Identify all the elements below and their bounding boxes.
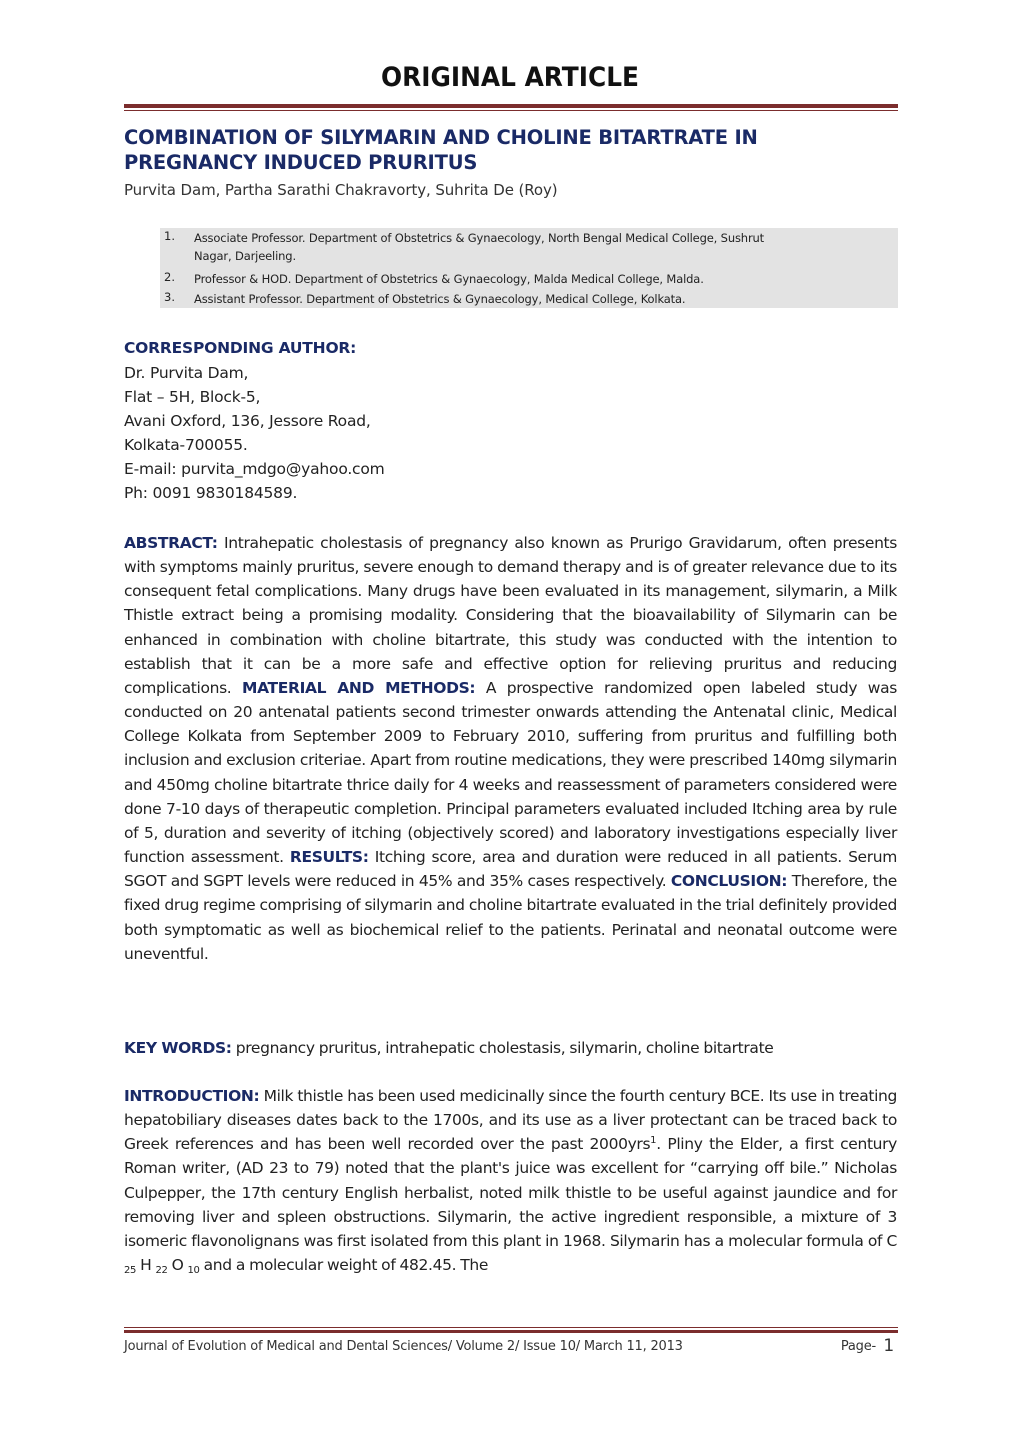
affiliation-number: 2. [164,270,175,284]
conclusion-label: CONCLUSION: [670,872,788,891]
affiliation-text [194,229,884,265]
keywords-text: pregnancy pruritus, intrahepatic cholestasis, silymarin, choline bitartrate [231,1039,774,1057]
abstract-text: Therefore, the fixed drug regime comprising of silymarin and choline bitartrate evaluated in the trial definitely provided both symptomatic as well as biochemical relief to the patients. Perinatal and neonatal outcome were uneventful. [124,872,897,963]
page-footer [124,1336,898,1356]
abstract-label: ABSTRACT: [124,534,218,552]
keywords-line [124,1036,897,1060]
footer-rule [124,1330,898,1333]
affiliation-number: 1. [164,229,175,243]
subscript: 10 [187,1265,200,1277]
address-line: Kolkata-700055. [124,436,248,454]
article-title [124,125,898,175]
page-number: 1 [883,1336,894,1356]
results-label: RESULTS: [289,848,369,867]
affiliation-line: Associate Professor. Department of Obstetrics & Gynaecology, North Bengal Medical College, Sushrut [194,231,765,245]
phone: Ph: 0091 9830184589. [124,484,298,502]
affiliation-text: Assistant Professor. Department of Obstetrics & Gynaecology, Medical College, Kolkata. [194,292,686,306]
introduction-paragraph [124,1084,897,1280]
introduction-text: Milk thistle has been used medicinally since the fourth century BCE. Its use in treating hepatobiliary diseases dates back to the 1700s, and its use as a liver protectant can be traced back to Greek references and has been well recorded over the past 2000yrs [124,1087,897,1154]
header-rule-thin [124,110,898,111]
article-title-line-1: COMBINATION OF SILYMARIN AND CHOLINE BITARTRATE IN [124,126,758,149]
abstract-text: Itching score, area and duration were reduced in all patients. Serum SGOT and SGPT levels were reduced in 45% and 35% cases respectively. [124,848,897,891]
introduction-text: . Pliny the Elder, a first century Roman writer, (AD 23 to 79) noted that the plant's juice was excellent for “carrying off bile.” Nicholas Culpepper, the 17th century English herbalist, noted milk thistle to be useful against jaundice and for removing liver and spleen obstructions. Silymarin, the active ingredient responsible, a mixture of 3 isomeric flavonolignans was first isolated from this plant in 1968. Silymarin has a molecular formula of C [124,1135,898,1250]
header-rule [124,104,898,108]
affiliation-line: Nagar, Darjeeling. [194,249,296,263]
introduction-label: INTRODUCTION: [124,1087,260,1105]
email: E-mail: purvita_mdgo@yahoo.com [124,460,385,478]
abstract-paragraph [124,531,897,966]
page-label: Page- [840,1339,876,1354]
footer-rule-thin [124,1327,898,1328]
section-heading: ORIGINAL ARTICLE [380,62,640,93]
introduction-text: and a molecular weight of 482.45. The [199,1256,489,1275]
citation-ref: 1 [650,1135,657,1147]
formula-element: H [136,1256,156,1275]
methods-label: MATERIAL AND METHODS: [242,678,476,697]
abstract-text: Intrahepatic cholestasis of pregnancy also known as Prurigo Gravidarum, often presents with symptoms mainly pruritus, severe enough to demand therapy and is of greater relevance due to its consequent fetal complications. Many drugs have been evaluated in its management, silymarin, a Milk Thistle extract being a promising modality. Considering that the bioavailability of Silymarin can be enhanced in combination with choline bitartrate, this study was conducted with the intention to establish that it can be a more safe and effective option for relieving pruritus and reducing complications. [124,534,897,697]
corresponding-author-label: CORRESPONDING AUTHOR: [124,339,357,357]
subscript: 22 [155,1265,168,1277]
author-list: Purvita Dam, Partha Sarathi Chakravorty, Suhrita De (Roy) [124,181,558,199]
affiliation-text: Professor & HOD. Department of Obstetrics & Gynaecology, Malda Medical College, Malda. [194,272,704,286]
abstract-text: A prospective randomized open labeled study was conducted on 20 antenatal patients second trimester onwards attending the Antenatal clinic, Medical College Kolkata from September 2009 to February 2010, suffering from pruritus and fulfilling both inclusion and exclusion criteriae. Apart from routine medications, they were prescribed 140mg silymarin and 450mg choline bitartrate thrice daily for 4 weeks and reassessment of parameters considered were done 7-10 days of therapeutic completion. Principal parameters evaluated included Itching area by rule of 5, duration and severity of itching (objectively scored) and laboratory investigations especially liver function assessment. [124,678,897,867]
address-line: Flat – 5H, Block-5, [124,388,261,406]
affiliation-number: 3. [164,290,175,304]
affiliations-box [160,228,898,308]
subscript: 25 [124,1265,137,1277]
article-title-line-2: PREGNANCY INDUCED PRURITUS [124,151,478,174]
keywords-label: KEY WORDS: [124,1039,232,1057]
address-line: Avani Oxford, 136, Jessore Road, [124,412,371,430]
corresponding-author-address [124,361,824,505]
author-name: Dr. Purvita Dam, [124,364,249,382]
journal-citation: Journal of Evolution of Medical and Dental Sciences/ Volume 2/ Issue 10/ March 11, 2013 [124,1339,683,1354]
formula-element: O [167,1256,188,1275]
